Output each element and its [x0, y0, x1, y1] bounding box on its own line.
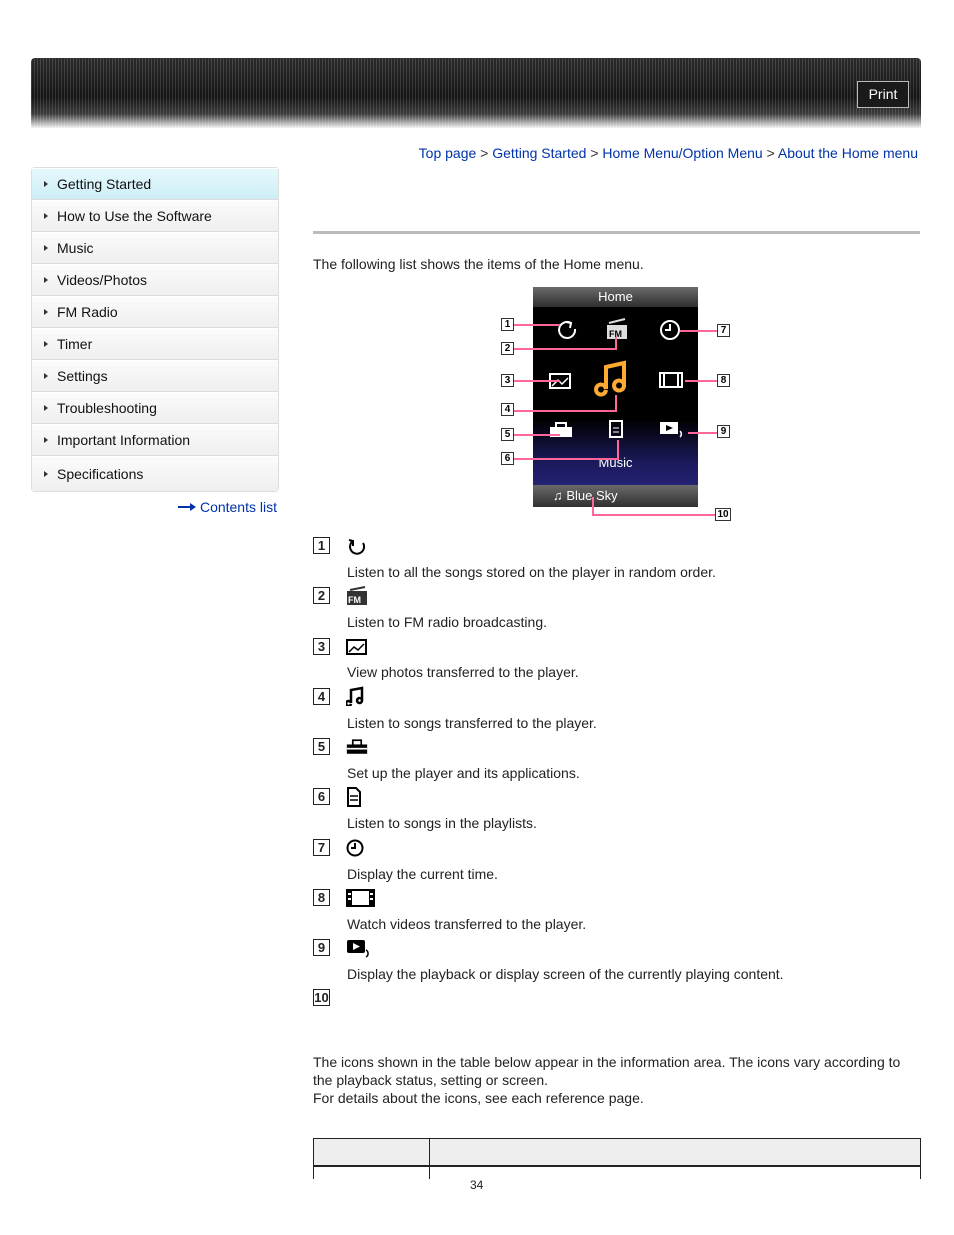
item-number-8: 8 — [313, 889, 330, 906]
toolbox-icon — [346, 737, 368, 757]
music-note-icon — [346, 686, 368, 706]
sidebar-item-fm-radio[interactable]: FM Radio — [32, 296, 278, 328]
sidebar-item-specifications[interactable]: Specifications — [32, 456, 278, 491]
screen-title: Home — [533, 287, 698, 307]
callout-8: 8 — [717, 374, 730, 387]
page-number: 34 — [470, 1178, 484, 1192]
callout-1: 1 — [501, 318, 514, 331]
svg-text:FM: FM — [348, 595, 361, 605]
sidebar-item-music[interactable]: Music — [32, 232, 278, 264]
arrow-right-icon — [44, 373, 48, 379]
arrow-right-icon — [44, 277, 48, 283]
header-bar — [31, 58, 921, 128]
svg-text:FM: FM — [609, 329, 622, 339]
breadcrumb-home-option-menu[interactable]: Home Menu/Option Menu — [602, 145, 763, 161]
item-number-6: 6 — [313, 788, 330, 805]
callout-9: 9 — [717, 425, 730, 438]
table-column-divider — [429, 1139, 430, 1179]
section-divider — [313, 231, 920, 234]
arrow-right-icon — [44, 245, 48, 251]
arrow-right-icon — [44, 471, 48, 477]
breadcrumb-current-page[interactable]: About the Home menu — [777, 145, 918, 161]
sidebar-nav — [31, 167, 279, 492]
sidebar-item-settings[interactable]: Settings — [32, 360, 278, 392]
callout-3: 3 — [501, 374, 514, 387]
item-description-7: Display the current time. — [347, 866, 498, 882]
item-number-7: 7 — [313, 839, 330, 856]
photo-icon — [346, 637, 368, 657]
now-playing-title: Blue Sky — [566, 488, 618, 503]
breadcrumb-top-page[interactable]: Top page — [418, 145, 477, 161]
info-icons-table — [313, 1138, 921, 1179]
callout-4: 4 — [501, 403, 514, 416]
item-description-3: View photos transferred to the player. — [347, 664, 579, 680]
info-paragraph: The icons shown in the table below appear in the information area. The icons vary according to the playback status, setting or screen. For details about the icons, see each reference page. — [313, 1054, 901, 1106]
now-playing-icon — [346, 938, 372, 958]
callout-7: 7 — [717, 324, 730, 337]
fm-radio-icon — [346, 586, 368, 606]
item-description-4: Listen to songs transferred to the player. — [347, 715, 597, 731]
playlist-icon — [346, 787, 368, 807]
item-description-5: Set up the player and its applications. — [347, 765, 580, 781]
sidebar-item-getting-started[interactable]: Getting Started — [32, 168, 278, 200]
item-number-1: 1 — [313, 537, 330, 554]
item-description-9: Display the playback or display screen of the currently playing content. — [347, 966, 784, 982]
item-number-5: 5 — [313, 738, 330, 755]
film-icon — [346, 888, 376, 908]
callout-5: 5 — [501, 428, 514, 441]
arrow-right-icon — [44, 341, 48, 347]
callout-10: 10 — [715, 508, 731, 521]
arrow-right-icon — [44, 181, 48, 187]
arrow-right-icon — [44, 213, 48, 219]
shuffle-icon — [346, 536, 368, 556]
arrow-right-icon — [178, 503, 196, 511]
arrow-right-icon — [44, 437, 48, 443]
print-button[interactable]: Print — [857, 81, 909, 108]
arrow-right-icon — [44, 405, 48, 411]
arrow-right-icon — [44, 309, 48, 315]
sidebar-item-troubleshooting[interactable]: Troubleshooting — [32, 392, 278, 424]
item-number-9: 9 — [313, 939, 330, 956]
contents-list-link[interactable]: Contents list — [178, 499, 277, 515]
item-number-2: 2 — [313, 587, 330, 604]
callout-2: 2 — [501, 342, 514, 355]
clock-icon — [346, 838, 368, 858]
selected-item-label: Music — [598, 455, 633, 470]
item-description-1: Listen to all the songs stored on the player in random order. — [347, 564, 716, 580]
callout-lines — [500, 315, 740, 525]
item-description-6: Listen to songs in the playlists. — [347, 815, 537, 831]
music-note-small-icon: ♫ — [553, 488, 563, 503]
sidebar-item-videos-photos[interactable]: Videos/Photos — [32, 264, 278, 296]
item-number-10: 10 — [314, 990, 329, 1005]
table-header-row — [314, 1139, 920, 1167]
sidebar-item-how-to-use-software[interactable]: How to Use the Software — [32, 200, 278, 232]
item-description-2: Listen to FM radio broadcasting. — [347, 614, 547, 630]
item-number-4: 4 — [313, 688, 330, 705]
sidebar-item-important-information[interactable]: Important Information — [32, 424, 278, 456]
intro-text: The following list shows the items of the Home menu. — [313, 256, 644, 272]
breadcrumb-getting-started[interactable]: Getting Started — [492, 145, 587, 161]
callout-6: 6 — [501, 452, 514, 465]
breadcrumb: Top page > Getting Started > Home Menu/Option Menu > About the Home menu — [418, 145, 918, 161]
item-number-3: 3 — [313, 638, 330, 655]
sidebar-item-timer[interactable]: Timer — [32, 328, 278, 360]
item-description-8: Watch videos transferred to the player. — [347, 916, 587, 932]
